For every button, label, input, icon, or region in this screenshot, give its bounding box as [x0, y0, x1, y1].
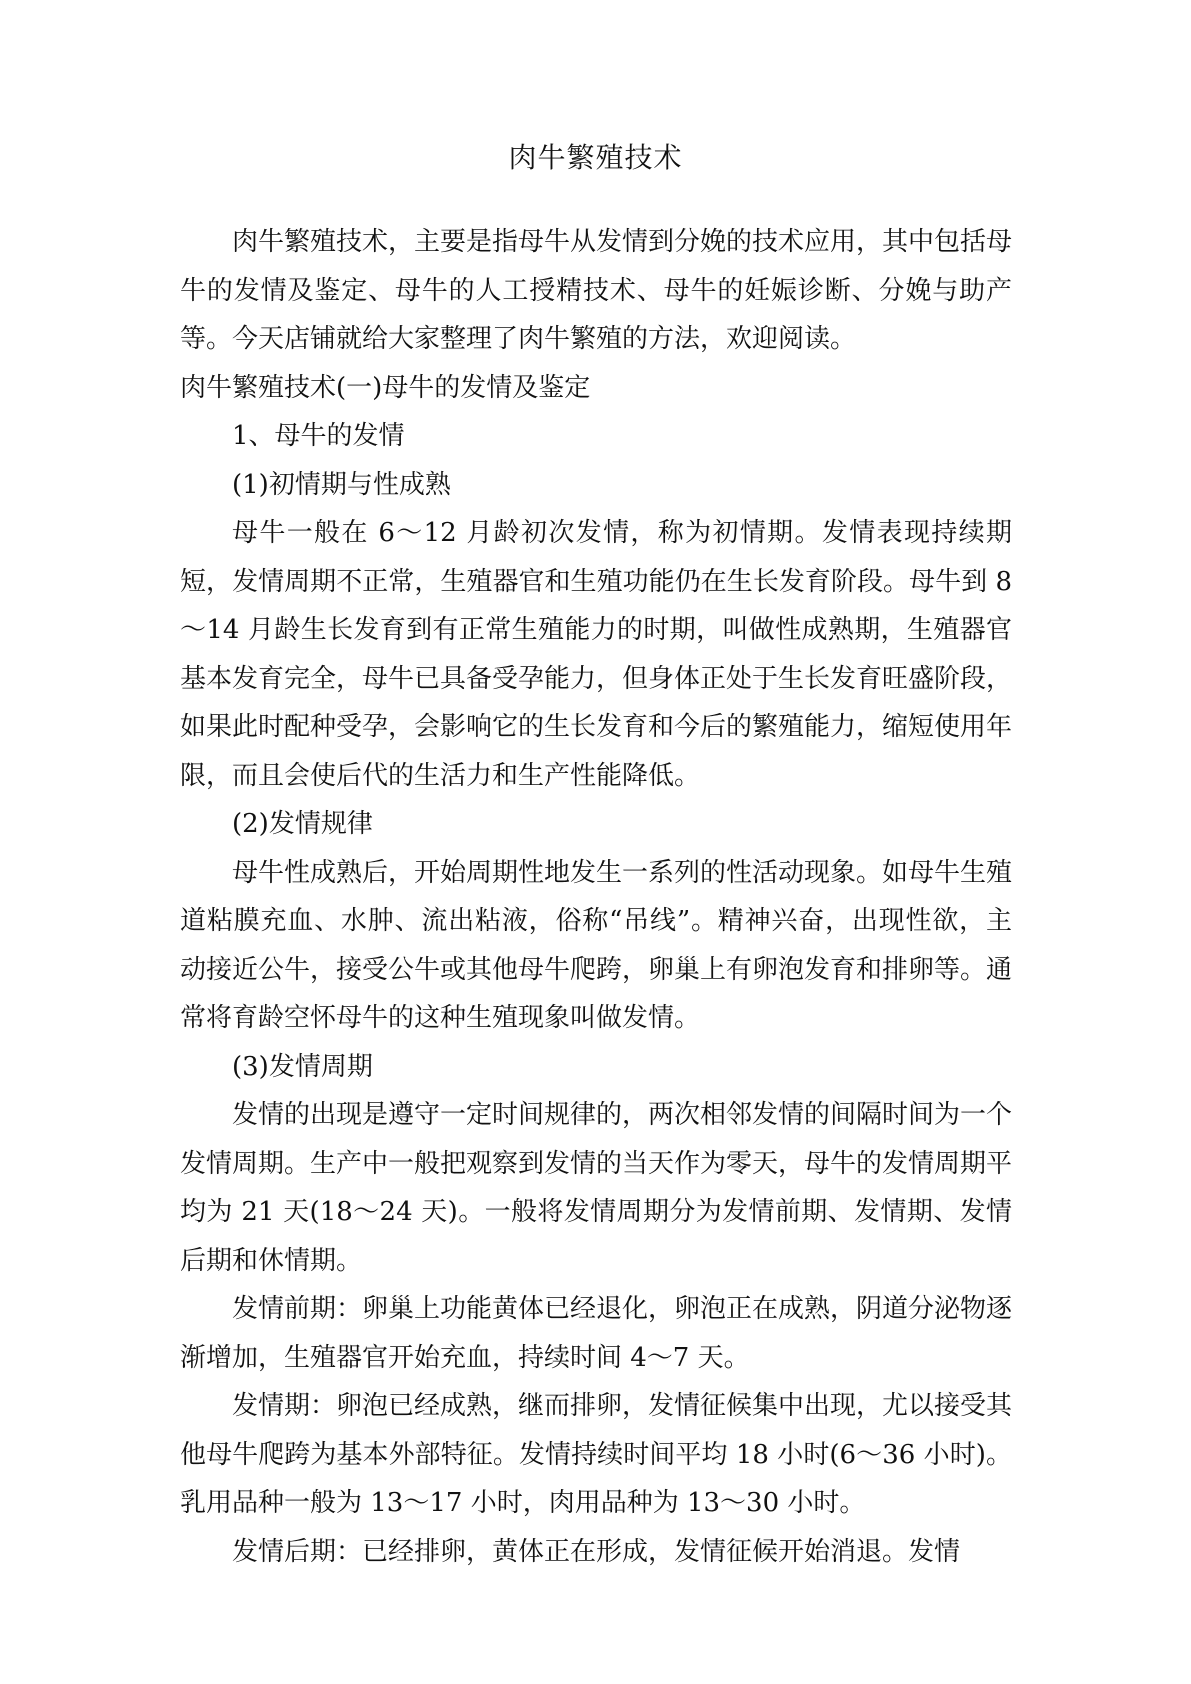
- paragraph-estrus-cycle: 发情的出现是遵守一定时间规律的，两次相邻发情的间隔时间为一个发情周期。生产中一般把观察到发情的当天作为零天，母牛的发情周期平均为 21 天(18～24 天)。一般将发情周期分为发情前期、发情期、发情后期和休情期。: [180, 1100, 1013, 1276]
- paragraph-puberty: 母牛一般在 6～12 月龄初次发情，称为初情期。发情表现持续期短，发情周期不正常，生殖器官和生殖功能仍在生长发育阶段。母牛到 8～14 月龄生长发育到有正常生殖能力的时期，叫做性成熟期，生殖器官基本发育完全，母牛已具备受孕能力，但身体正处于生长发育旺盛阶段，如果此时配种受孕，会影响它的生长发育和今后的繁殖能力，缩短使用年限，而且会使后代的生活力和生产性能降低。: [180, 518, 1013, 791]
- document-title: 肉牛繁殖技术: [508, 141, 683, 174]
- intro-paragraph: 肉牛繁殖技术，主要是指母牛从发情到分娩的技术应用，其中包括母牛的发情及鉴定、母牛的人工授精技术、母牛的妊娠诊断、分娩与助产等。今天店铺就给大家整理了肉牛繁殖的方法，欢迎阅读。: [180, 227, 1013, 354]
- subheading-estrus-cycle: (3)发情周期: [232, 1051, 373, 1082]
- subsection-heading: 1、母牛的发情: [232, 421, 405, 451]
- paragraph-metestrus: 发情后期：已经排卵，黄体正在形成，发情征候开始消退。发情: [232, 1536, 961, 1567]
- subheading-estrus-pattern: (2)发情规律: [232, 809, 373, 839]
- paragraph-proestrus: 发情前期：卵巢上功能黄体已经退化，卵泡正在成熟，阴道分泌物逐渐增加，生殖器官开始充血，持续时间 4～7 天。: [180, 1294, 1013, 1373]
- paragraph-estrus-pattern: 母牛性成熟后，开始周期性地发生一系列的性活动现象。如母牛生殖道粘膜充血、水肿、流出粘液，俗称“吊线”。精神兴奋，出现性欲，主动接近公牛，接受公牛或其他母牛爬跨，卵巢上有卵泡发育和排卵等。通常将育龄空怀母牛的这种生殖现象叫做发情。: [180, 857, 1013, 1033]
- section-heading: 肉牛繁殖技术(一)母牛的发情及鉴定: [180, 372, 591, 403]
- document-body: [180, 218, 1012, 1576]
- paragraph-estrus: 发情期：卵泡已经成熟，继而排卵，发情征候集中出现，尤以接受其他母牛爬跨为基本外部特征。发情持续时间平均 18 小时(6～36 小时)。乳用品种一般为 13～17 小时，肉用品种为 13～30 小时。: [180, 1391, 1013, 1518]
- subheading-puberty: (1)初情期与性成熟: [232, 469, 451, 500]
